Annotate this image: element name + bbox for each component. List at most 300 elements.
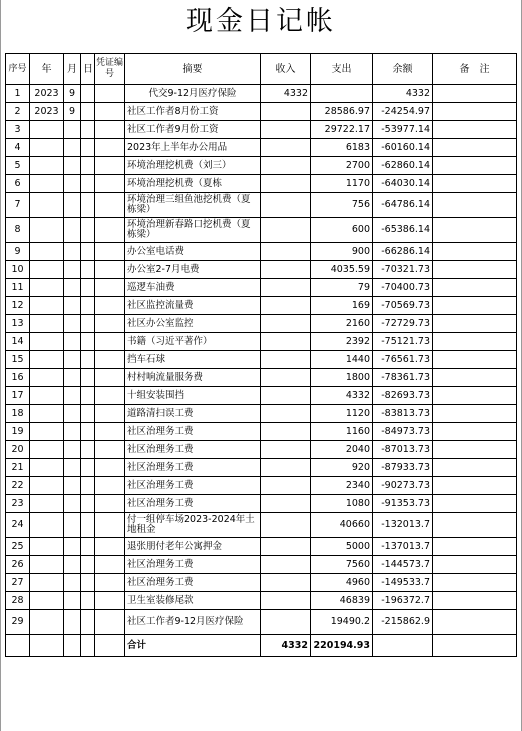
cell-summary: 社区治理务工费	[125, 423, 261, 441]
cell-notes	[433, 85, 517, 103]
header-row	[6, 54, 517, 85]
cell-notes	[433, 495, 517, 513]
cell-balance: -62860.14	[373, 157, 433, 175]
cell-notes	[433, 513, 517, 538]
cell-income	[261, 261, 311, 279]
cell-balance: -82693.73	[373, 387, 433, 405]
cell-seq: 16	[6, 369, 30, 387]
page-title: 现金日记帐	[186, 6, 336, 37]
cell-income	[261, 369, 311, 387]
cell-seq: 23	[6, 495, 30, 513]
table-row	[6, 103, 517, 121]
cell-expense: 2040	[311, 441, 373, 459]
cell-income	[261, 175, 311, 193]
table-row	[6, 85, 517, 103]
header-balance: 余额	[373, 54, 433, 85]
cell-notes	[433, 218, 517, 243]
cell-year	[30, 513, 64, 538]
cell-notes	[433, 333, 517, 351]
cell-year	[30, 574, 64, 592]
cell-summary: 村村响流量服务费	[125, 369, 261, 387]
cell-notes	[433, 279, 517, 297]
cell-day	[81, 369, 95, 387]
cell-voucher	[95, 279, 125, 297]
cell-seq: 6	[6, 175, 30, 193]
cell-income	[261, 279, 311, 297]
cell-notes	[433, 369, 517, 387]
cell-expense: 2340	[311, 477, 373, 495]
cell-day	[81, 333, 95, 351]
cell-month	[64, 243, 81, 261]
cell-income	[261, 139, 311, 157]
cell-year	[30, 279, 64, 297]
cell-day	[81, 139, 95, 157]
cell-income: 4332	[261, 85, 311, 103]
cell-summary: 办公室2-7月电费	[125, 261, 261, 279]
header-expense: 支出	[311, 54, 373, 85]
cell-month	[64, 333, 81, 351]
cell-day	[81, 495, 95, 513]
page-border-left	[0, 0, 1, 731]
cell-notes	[433, 459, 517, 477]
cell-summary: 社区办公室监控	[125, 315, 261, 333]
cell-notes	[433, 297, 517, 315]
table-row	[6, 423, 517, 441]
cell-voucher	[95, 513, 125, 538]
cell-expense: 1080	[311, 495, 373, 513]
cell-balance: -24254.97	[373, 103, 433, 121]
cell-expense: 4960	[311, 574, 373, 592]
cell-voucher	[95, 193, 125, 218]
cell-seq: 22	[6, 477, 30, 495]
cell-income	[261, 574, 311, 592]
cell-year	[30, 121, 64, 139]
cell-voucher	[95, 121, 125, 139]
cell-expense: 46839	[311, 592, 373, 610]
cell-day	[81, 538, 95, 556]
cell-expense: 900	[311, 243, 373, 261]
cell-expense: 28586.97	[311, 103, 373, 121]
cell-balance: -91353.73	[373, 495, 433, 513]
cell-notes	[433, 387, 517, 405]
cell-income	[261, 333, 311, 351]
cell-month	[64, 405, 81, 423]
total-expense: 220194.93	[311, 635, 373, 657]
cell-year	[30, 556, 64, 574]
cell-balance: -132013.7	[373, 513, 433, 538]
cell-expense	[311, 85, 373, 103]
cell-day	[81, 243, 95, 261]
cell-month	[64, 477, 81, 495]
cell-year	[30, 495, 64, 513]
cell-seq: 10	[6, 261, 30, 279]
cell-month	[64, 441, 81, 459]
cell-notes	[433, 121, 517, 139]
cell-voucher	[95, 423, 125, 441]
cell-day	[81, 441, 95, 459]
cell-expense: 2700	[311, 157, 373, 175]
cell-voucher	[95, 175, 125, 193]
cell-year	[30, 369, 64, 387]
cell-voucher	[95, 218, 125, 243]
cell-day	[81, 459, 95, 477]
cell-day	[81, 574, 95, 592]
cell-year	[30, 459, 64, 477]
cell-balance: -90273.73	[373, 477, 433, 495]
cell-summary: 社区治理务工费	[125, 441, 261, 459]
header-summary: 摘要	[125, 54, 261, 85]
table-row	[6, 477, 517, 495]
cell-summary: 环境治理三组鱼池挖机费（夏栋梁）	[125, 193, 261, 218]
cell-expense: 7560	[311, 556, 373, 574]
cell-day	[81, 423, 95, 441]
cell-voucher	[95, 574, 125, 592]
cell-day	[81, 351, 95, 369]
cell-year	[30, 477, 64, 495]
cell-empty	[64, 635, 81, 657]
cell-year	[30, 387, 64, 405]
cell-voucher	[95, 157, 125, 175]
cell-voucher	[95, 387, 125, 405]
cell-balance: -196372.7	[373, 592, 433, 610]
cell-year	[30, 261, 64, 279]
cell-month	[64, 297, 81, 315]
cell-summary: 挡车石球	[125, 351, 261, 369]
cell-notes	[433, 261, 517, 279]
table-row	[6, 495, 517, 513]
table-row	[6, 157, 517, 175]
cell-income	[261, 459, 311, 477]
cell-day	[81, 279, 95, 297]
cell-notes	[433, 157, 517, 175]
cell-summary: 卫生室装修尾款	[125, 592, 261, 610]
cell-year	[30, 218, 64, 243]
cell-notes	[433, 635, 517, 657]
cell-seq: 1	[6, 85, 30, 103]
cell-income	[261, 351, 311, 369]
cell-income	[261, 477, 311, 495]
table-row	[6, 441, 517, 459]
cell-balance: -70569.73	[373, 297, 433, 315]
cell-year	[30, 243, 64, 261]
cell-month: 9	[64, 85, 81, 103]
cell-income	[261, 121, 311, 139]
cell-notes	[433, 423, 517, 441]
cell-seq: 19	[6, 423, 30, 441]
total-income: 4332	[261, 635, 311, 657]
cell-month	[64, 495, 81, 513]
cell-expense: 40660	[311, 513, 373, 538]
cell-notes	[433, 556, 517, 574]
cell-day	[81, 610, 95, 635]
cell-voucher	[95, 297, 125, 315]
cell-month	[64, 513, 81, 538]
cell-day	[81, 157, 95, 175]
cell-month	[64, 261, 81, 279]
cell-day	[81, 405, 95, 423]
cell-seq: 12	[6, 297, 30, 315]
cell-seq: 8	[6, 218, 30, 243]
table-row	[6, 261, 517, 279]
cell-income	[261, 441, 311, 459]
cell-summary: 环境治理新春路口挖机费（夏栋梁）	[125, 218, 261, 243]
cell-year	[30, 441, 64, 459]
header-seq: 序号	[6, 54, 30, 85]
total-balance	[373, 635, 433, 657]
cell-notes	[433, 315, 517, 333]
cell-balance: -60160.14	[373, 139, 433, 157]
cell-notes	[433, 477, 517, 495]
header-voucher: 凭证编号	[95, 54, 125, 85]
cell-income	[261, 610, 311, 635]
cell-month	[64, 459, 81, 477]
cell-month	[64, 592, 81, 610]
cell-seq: 3	[6, 121, 30, 139]
table-row	[6, 351, 517, 369]
cell-voucher	[95, 351, 125, 369]
header-month: 月	[64, 54, 81, 85]
header-income: 收入	[261, 54, 311, 85]
cell-balance: -64030.14	[373, 175, 433, 193]
cell-summary: 社区治理务工费	[125, 495, 261, 513]
cell-expense: 2160	[311, 315, 373, 333]
table-row	[6, 193, 517, 218]
cell-month	[64, 369, 81, 387]
ledger-body	[6, 85, 517, 635]
cell-summary: 代交9-12月医疗保险	[125, 85, 261, 103]
cell-summary: 环境治理挖机费（夏栋	[125, 175, 261, 193]
cell-balance: -144573.7	[373, 556, 433, 574]
cell-seq: 29	[6, 610, 30, 635]
cell-year	[30, 297, 64, 315]
cell-summary: 社区工作者9月份工资	[125, 121, 261, 139]
cell-expense: 1120	[311, 405, 373, 423]
cell-day	[81, 315, 95, 333]
cell-year	[30, 405, 64, 423]
cell-notes	[433, 610, 517, 635]
cell-year	[30, 592, 64, 610]
cell-month	[64, 538, 81, 556]
cell-summary: 社区工作者9-12月医疗保险	[125, 610, 261, 635]
cell-day	[81, 103, 95, 121]
cell-day	[81, 121, 95, 139]
cell-year	[30, 175, 64, 193]
cell-balance: -215862.9	[373, 610, 433, 635]
cell-seq: 20	[6, 441, 30, 459]
table-row	[6, 139, 517, 157]
cell-income	[261, 513, 311, 538]
cell-summary: 办公室电话费	[125, 243, 261, 261]
cell-voucher	[95, 85, 125, 103]
cell-expense: 600	[311, 218, 373, 243]
cell-summary: 十组安装围挡	[125, 387, 261, 405]
cell-income	[261, 556, 311, 574]
cell-expense: 4035.59	[311, 261, 373, 279]
cell-summary: 巡逻车油费	[125, 279, 261, 297]
cell-summary: 付一组停车场2023-2024年土地租金	[125, 513, 261, 538]
cell-month	[64, 351, 81, 369]
cell-year: 2023	[30, 85, 64, 103]
cell-balance: -66286.14	[373, 243, 433, 261]
cell-expense: 756	[311, 193, 373, 218]
table-row	[6, 538, 517, 556]
cell-notes	[433, 243, 517, 261]
cell-seq: 25	[6, 538, 30, 556]
cell-day	[81, 261, 95, 279]
cell-day	[81, 193, 95, 218]
cell-balance: -76561.73	[373, 351, 433, 369]
cell-income	[261, 218, 311, 243]
cell-balance: -83813.73	[373, 405, 433, 423]
cell-empty	[95, 635, 125, 657]
cell-notes	[433, 193, 517, 218]
header-year: 年	[30, 54, 64, 85]
table-row	[6, 592, 517, 610]
cell-notes	[433, 592, 517, 610]
cell-expense: 1800	[311, 369, 373, 387]
cell-month	[64, 315, 81, 333]
cell-month	[64, 423, 81, 441]
cell-day	[81, 556, 95, 574]
table-row	[6, 610, 517, 635]
cell-summary: 2023年上半年办公用品	[125, 139, 261, 157]
cell-year	[30, 193, 64, 218]
cell-expense: 29722.17	[311, 121, 373, 139]
cell-income	[261, 405, 311, 423]
cell-expense: 169	[311, 297, 373, 315]
cell-income	[261, 103, 311, 121]
cell-year	[30, 157, 64, 175]
cell-voucher	[95, 477, 125, 495]
cell-voucher	[95, 592, 125, 610]
table-row	[6, 513, 517, 538]
cell-day	[81, 297, 95, 315]
cell-notes	[433, 538, 517, 556]
cell-balance: -65386.14	[373, 218, 433, 243]
header-notes: 备 注	[433, 54, 517, 85]
cell-notes	[433, 175, 517, 193]
cell-month	[64, 175, 81, 193]
cell-income	[261, 315, 311, 333]
cell-voucher	[95, 405, 125, 423]
cell-expense: 4332	[311, 387, 373, 405]
cell-notes	[433, 139, 517, 157]
table-row	[6, 297, 517, 315]
cell-voucher	[95, 103, 125, 121]
cell-voucher	[95, 315, 125, 333]
cell-day	[81, 387, 95, 405]
cell-summary: 社区治理务工费	[125, 574, 261, 592]
cell-voucher	[95, 243, 125, 261]
cell-seq: 18	[6, 405, 30, 423]
cell-summary: 书籍（习近平著作）	[125, 333, 261, 351]
cell-seq: 9	[6, 243, 30, 261]
cell-seq: 24	[6, 513, 30, 538]
cell-month	[64, 556, 81, 574]
table-row	[6, 315, 517, 333]
cell-balance: 4332	[373, 85, 433, 103]
cell-summary: 社区监控流量费	[125, 297, 261, 315]
cell-day	[81, 175, 95, 193]
cell-balance: -64786.14	[373, 193, 433, 218]
cell-seq: 2	[6, 103, 30, 121]
cell-balance: -75121.73	[373, 333, 433, 351]
cell-day	[81, 592, 95, 610]
cell-month	[64, 387, 81, 405]
cell-balance: -72729.73	[373, 315, 433, 333]
cell-expense: 5000	[311, 538, 373, 556]
cell-seq: 17	[6, 387, 30, 405]
table-row	[6, 459, 517, 477]
cell-voucher	[95, 610, 125, 635]
total-row	[6, 635, 517, 657]
table-row	[6, 218, 517, 243]
cell-summary: 道路清扫误工费	[125, 405, 261, 423]
cell-balance: -137013.7	[373, 538, 433, 556]
cell-balance: -53977.14	[373, 121, 433, 139]
cell-voucher	[95, 139, 125, 157]
cell-voucher	[95, 333, 125, 351]
cell-seq: 28	[6, 592, 30, 610]
cell-summary: 社区治理务工费	[125, 556, 261, 574]
cell-seq: 5	[6, 157, 30, 175]
cell-income	[261, 495, 311, 513]
cell-income	[261, 243, 311, 261]
cell-month	[64, 157, 81, 175]
cell-month	[64, 193, 81, 218]
cell-year: 2023	[30, 103, 64, 121]
cell-seq: 13	[6, 315, 30, 333]
cell-year	[30, 315, 64, 333]
cell-summary: 社区治理务工费	[125, 459, 261, 477]
cell-expense: 19490.2	[311, 610, 373, 635]
cell-seq: 14	[6, 333, 30, 351]
cell-notes	[433, 103, 517, 121]
cell-balance: -84973.73	[373, 423, 433, 441]
cell-empty	[30, 635, 64, 657]
cell-seq: 21	[6, 459, 30, 477]
cell-seq: 15	[6, 351, 30, 369]
cell-summary: 环境治理挖机费（刘三）	[125, 157, 261, 175]
table-row	[6, 556, 517, 574]
cell-notes	[433, 574, 517, 592]
cell-expense: 6183	[311, 139, 373, 157]
cell-balance: -87013.73	[373, 441, 433, 459]
cell-income	[261, 387, 311, 405]
cell-voucher	[95, 556, 125, 574]
cell-balance: -87933.73	[373, 459, 433, 477]
cell-notes	[433, 351, 517, 369]
cell-summary: 社区治理务工费	[125, 477, 261, 495]
cell-seq: 27	[6, 574, 30, 592]
table-row	[6, 279, 517, 297]
cell-voucher	[95, 261, 125, 279]
cell-seq: 4	[6, 139, 30, 157]
cell-expense: 1170	[311, 175, 373, 193]
cell-month	[64, 121, 81, 139]
cell-expense: 920	[311, 459, 373, 477]
cell-year	[30, 423, 64, 441]
cell-expense: 1160	[311, 423, 373, 441]
cell-year	[30, 139, 64, 157]
cell-income	[261, 297, 311, 315]
cell-balance: -70321.73	[373, 261, 433, 279]
cell-year	[30, 610, 64, 635]
cell-month	[64, 139, 81, 157]
cell-income	[261, 423, 311, 441]
cell-year	[30, 538, 64, 556]
table-row	[6, 333, 517, 351]
